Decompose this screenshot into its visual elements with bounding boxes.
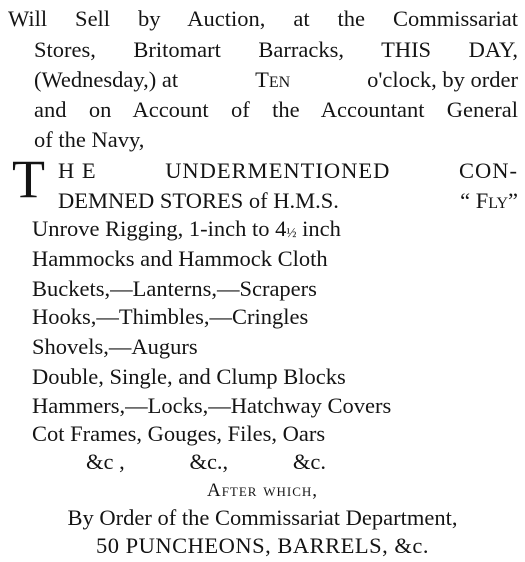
etc-1: &c , xyxy=(86,449,125,474)
intro-line-2: Stores, Britomart Barracks, THIS DAY, xyxy=(34,37,518,62)
item-blocks: Double, Single, and Clump Blocks xyxy=(32,364,346,389)
intro-line-3 xyxy=(34,67,518,93)
order-line: By Order of the Commissariat Department, xyxy=(67,505,458,530)
item-etc-row xyxy=(86,449,326,475)
drop-cap: T xyxy=(12,149,45,209)
etc-3: &c. xyxy=(292,449,326,474)
heading-con: CON- xyxy=(458,158,518,183)
intro-line-4: and on Account of the Accountant General xyxy=(34,97,518,122)
after-which: After which, xyxy=(206,480,319,501)
intro-time-word: Ten xyxy=(255,67,291,92)
item-hooks: Hooks,—Thimbles,—Cringles xyxy=(32,304,309,329)
item-hammocks: Hammocks and Hammock Cloth xyxy=(32,246,328,271)
intro-line-3-end: o'clock, by order xyxy=(367,67,518,92)
heading-line-1 xyxy=(58,158,518,184)
item-cot-frames: Cot Frames, Gouges, Files, Oars xyxy=(32,421,326,446)
heading-he: H E xyxy=(58,158,97,183)
item-hammers: Hammers,—Locks,—Hatchway Covers xyxy=(32,393,392,418)
item-buckets: Buckets,—Lanterns,—Scrapers xyxy=(32,276,317,301)
item-shovels: Shovels,—Augurs xyxy=(32,334,198,359)
heading-undermentioned: UNDERMENTIONED xyxy=(165,158,391,183)
heading-line-2 xyxy=(58,188,518,214)
intro-line-1: Will Sell by Auction, at the Commissariat xyxy=(8,6,518,31)
heading-demned-stores: DEMNED STORES of H.M.S. xyxy=(58,188,339,213)
rigging-text: Unrove Rigging, 1-inch to 4 xyxy=(32,216,287,241)
item-rigging xyxy=(32,216,341,242)
intro-line-5: of the Navy, xyxy=(34,127,145,152)
final-line: 50 PUNCHEONS, BARRELS, &c. xyxy=(95,533,430,558)
intro-line-3-start: (Wednesday,) at xyxy=(34,67,179,92)
heading-ship-name: “ Fly” xyxy=(460,188,518,213)
rigging-fraction: ½ xyxy=(286,225,297,241)
rigging-unit: inch xyxy=(296,216,341,241)
etc-2: &c., xyxy=(189,449,229,474)
